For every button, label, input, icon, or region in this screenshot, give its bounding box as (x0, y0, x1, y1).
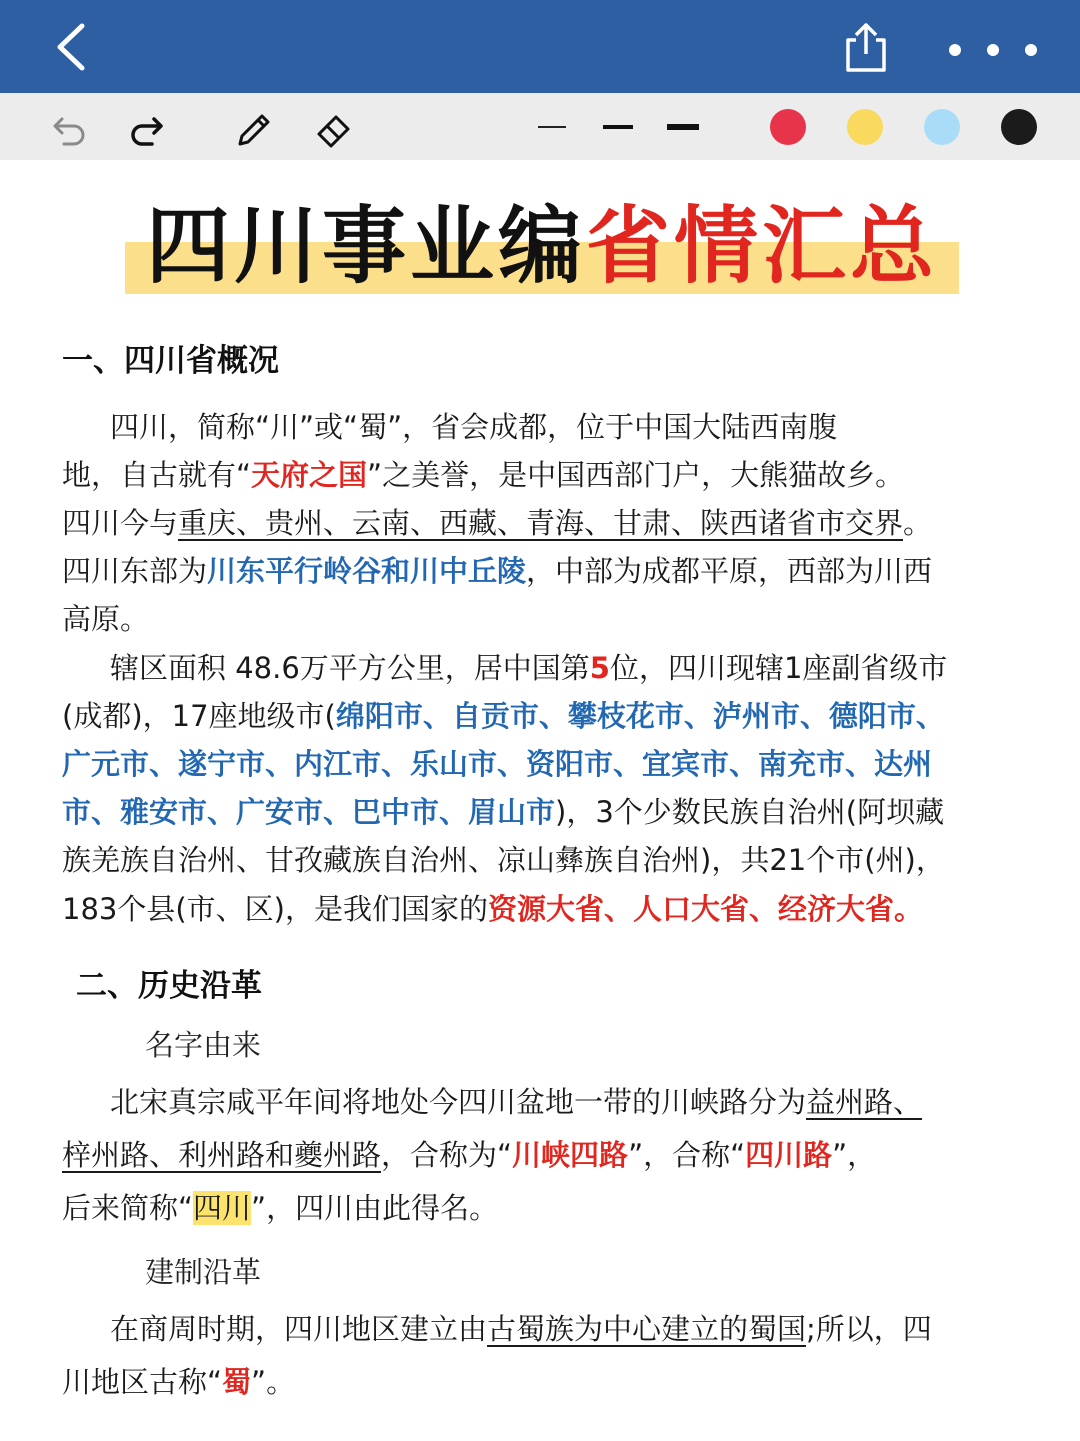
paragraph-line (62, 1188, 498, 1228)
emphasis-red: 川峡四路 (512, 1138, 629, 1172)
emphasis-red: 蜀 (222, 1365, 252, 1399)
color-black-button[interactable] (1001, 109, 1037, 145)
text: 。 (903, 506, 933, 540)
paragraph-line (62, 1362, 295, 1402)
eraser-icon[interactable] (314, 110, 354, 150)
underlined-text: 古蜀族为中心建立的蜀国 (487, 1312, 807, 1346)
highlighted-text: 四川 (193, 1191, 252, 1225)
title-text (125, 196, 959, 296)
paragraph-line (62, 551, 932, 591)
subheading-name-origin: 名字由来 (145, 1028, 262, 1062)
text: ”， (832, 1138, 877, 1172)
color-yellow-button[interactable] (847, 109, 883, 145)
text: ”，四川由此得名。 (251, 1191, 499, 1225)
paragraph-line (62, 455, 904, 495)
chevron-left-icon[interactable] (50, 22, 94, 72)
emphasis-blue: 川东平行岭谷和川中丘陵 (207, 554, 527, 588)
paragraph-line (62, 840, 945, 880)
paragraph-line (62, 1135, 876, 1175)
text: 北宋真宗咸平年间将地处今四川盆地一带的川峡路分为 (110, 1085, 807, 1119)
text: 地，自古就有“ (62, 458, 252, 492)
emphasis-red: 5 (589, 651, 610, 685)
stroke-thick-button[interactable] (667, 124, 699, 130)
paragraph-line (62, 889, 923, 929)
text: 后来简称“ (62, 1191, 194, 1225)
text: )，3个少数民族自治州(阿坝藏 (555, 795, 945, 829)
text: 183个县(市、区)，是我们国家的 (62, 892, 488, 926)
color-red-button[interactable] (770, 109, 806, 145)
section-heading-2: 二、历史沿革 (76, 968, 262, 1004)
stroke-thin-button[interactable] (538, 126, 566, 128)
title-black: 四川事业编 (145, 197, 586, 295)
emphasis-blue: 广元市、遂宁市、内江市、乐山市、资阳市、宜宾市、南充市、达州 (62, 747, 933, 781)
redo-icon[interactable] (126, 110, 166, 150)
text: ”之美誉，是中国西部门户，大熊猫故乡。 (367, 458, 905, 492)
text: ，合称为“ (381, 1138, 513, 1172)
text: ;所以，四 (806, 1312, 932, 1346)
paragraph-line (62, 696, 945, 736)
paragraph-line (62, 599, 149, 639)
paragraph-line (110, 1082, 922, 1122)
paragraph-line (62, 792, 944, 832)
subheading-history: 建制沿革 (145, 1255, 262, 1289)
text: ”，合称“ (628, 1138, 746, 1172)
text: 四川今与 (62, 506, 179, 540)
paragraph-line (62, 744, 932, 784)
text: 辖区面积 48.6万平方公里，居中国第 (110, 651, 590, 685)
text: ”。 (251, 1365, 296, 1399)
stroke-medium-button[interactable] (603, 125, 633, 129)
section-heading-1: 一、四川省概况 (62, 343, 279, 379)
text: 高原。 (62, 602, 150, 636)
text: 四川东部为 (62, 554, 208, 588)
underlined-text: 益州路、 (806, 1085, 923, 1119)
text: ，中部为成都平原，西部为川西 (526, 554, 933, 588)
title-red: 省情汇总 (586, 197, 939, 295)
emphasis-red: 四川路 (745, 1138, 833, 1172)
more-dots-icon[interactable] (945, 38, 1045, 62)
paragraph-line (110, 1309, 932, 1349)
text: (成都)，17座地级市( (62, 699, 336, 733)
text: 川地区古称“ (62, 1365, 223, 1399)
text: 位，四川现辖1座副省级市 (609, 651, 948, 685)
app-header (0, 0, 1080, 93)
text: 四川，简称“川”或“蜀”，省会成都，位于中国大陆西南腹 (110, 410, 838, 444)
underlined-text: 梓州路、利州路和夔州路 (62, 1138, 382, 1172)
paragraph-line (110, 648, 947, 688)
undo-icon[interactable] (50, 110, 90, 150)
paragraph-line (62, 503, 932, 543)
pencil-icon[interactable] (234, 110, 274, 150)
document-title (125, 196, 959, 296)
emphasis-red: 天府之国 (251, 458, 368, 492)
color-lightblue-button[interactable] (924, 109, 960, 145)
emphasis-blue: 绵阳市、自贡市、攀枝花市、泸州市、德阳市、 (335, 699, 945, 733)
emphasis-blue: 市、雅安市、广安市、巴中市、眉山市 (62, 795, 556, 829)
text: 在商周时期，四川地区建立由 (110, 1312, 488, 1346)
share-icon[interactable] (842, 22, 890, 74)
text: 族羌族自治州、甘孜藏族自治州、凉山彝族自治州)，共21个市(州)， (62, 843, 945, 877)
underlined-text: 重庆、贵州、云南、西藏、青海、甘肃、陕西诸省市交界 (178, 506, 904, 540)
emphasis-red: 资源大省、人口大省、经济大省。 (487, 892, 923, 926)
paragraph-line (110, 407, 837, 447)
